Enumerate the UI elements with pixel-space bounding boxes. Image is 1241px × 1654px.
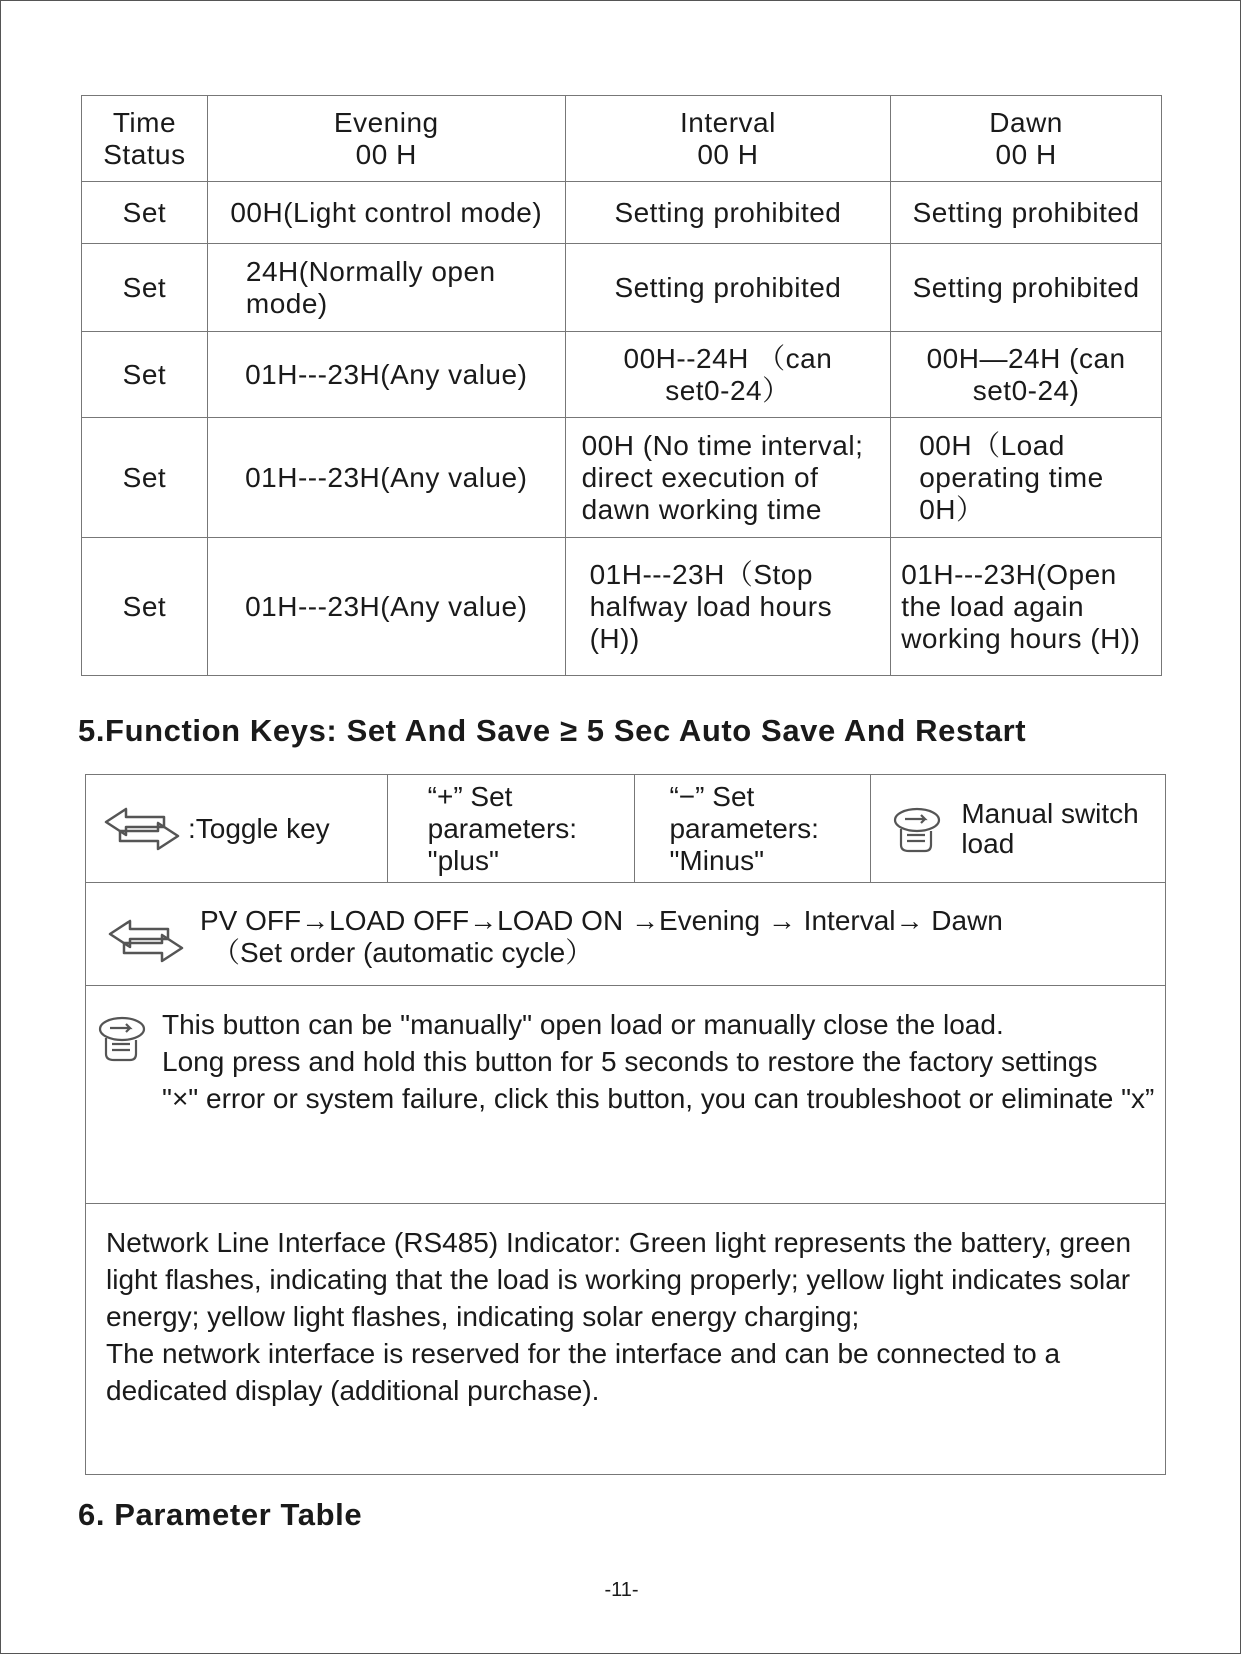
cycle-row [86,883,1166,986]
interval-cell: Setting prohibited [565,244,891,332]
interval-cell: 00H--24H （can set0-24） [565,332,891,418]
header-dawn: Dawn 00 H [891,96,1162,182]
keys-row [86,775,1166,883]
status-cell: Set [82,244,208,332]
time-status-table [81,95,1162,676]
dawn-cell: 00H（Load operating time 0H） [891,418,1162,538]
section-6-title: 6. Parameter Table [78,1497,363,1532]
toggle-arrows-icon [102,805,182,853]
dawn-cell: Setting prohibited [891,182,1162,244]
network-cell [86,1204,1166,1475]
status-cell: Set [82,332,208,418]
cycle-cell [86,883,1166,986]
network-interface-text: The network interface is reserved for the interface and can be connected to a dedicated display (additional purchase). [106,1338,1061,1406]
page-number: -11- [604,1579,639,1601]
toggle-arrows-icon [106,917,186,965]
status-cell: Set [82,182,208,244]
cycle-sequence: PV OFF→LOAD OFF→LOAD ON →Evening → Interval→ Dawn [200,905,1003,936]
interval-cell: Setting prohibited [565,182,891,244]
cycle-order-note: （Set order (automatic cycle） [212,937,594,968]
manual-switch-hand-icon [891,805,947,853]
function-keys-table [85,774,1166,1475]
table-row [82,244,1162,332]
evening-cell: 00H(Light control mode) [207,182,565,244]
dawn-cell: 01H---23H(Open the load again working hours (H)) [891,538,1162,676]
toggle-key-label: :Toggle key [188,812,330,844]
status-cell: Set [82,538,208,676]
rs485-indicator-text: Network Line Interface (RS485) Indicator: Green light represents the battery, green light flashes, indicating that the load is working properly; yellow light indicates solar energy; yellow light flashes, indicating solar energy charging; [106,1227,1132,1332]
evening-cell: 24H(Normally open mode) [207,244,565,332]
evening-cell: 01H---23H(Any value) [207,538,565,676]
plus-key-label: “+” Set parameters: "plus" [387,775,635,883]
dawn-cell: 00H—24H (can set0-24) [891,332,1162,418]
table-row [82,332,1162,418]
header-time-status: Time Status [82,96,208,182]
manual-switch-hand-icon [96,1014,152,1062]
section-5-title: 5.Function Keys: Set And Save ≥ 5 Sec Auto Save And Restart [78,713,1027,748]
table-header-row [82,96,1162,182]
status-cell: Set [82,418,208,538]
evening-cell: 01H---23H(Any value) [207,332,565,418]
manual-switch-cell [871,775,1166,883]
dawn-cell: Setting prohibited [891,244,1162,332]
toggle-key-cell [86,775,388,883]
minus-key-label: “−” Set parameters: "Minus" [635,775,871,883]
table-row [82,182,1162,244]
header-evening: Evening 00 H [207,96,565,182]
troubleshoot-text: "×" error or system failure, click this button, you can troubleshoot or eliminate "x” [162,1083,1155,1114]
interval-cell: 01H---23H（Stop halfway load hours (H)) [565,538,891,676]
manual-open-close-text: This button can be "manually" open load or manually close the load. [162,1009,1004,1040]
table-row [82,538,1162,676]
manual-description-row [86,986,1166,1204]
manual-description-cell [86,986,1166,1204]
header-interval: Interval 00 H [565,96,891,182]
factory-reset-text: Long press and hold this button for 5 seconds to restore the factory settings [162,1046,1098,1077]
evening-cell: 01H---23H(Any value) [207,418,565,538]
interval-cell: 00H (No time interval; direct execution of dawn working time [565,418,891,538]
network-row [86,1204,1166,1475]
manual-switch-label: Manual switch load [961,797,1139,859]
table-row [82,418,1162,538]
